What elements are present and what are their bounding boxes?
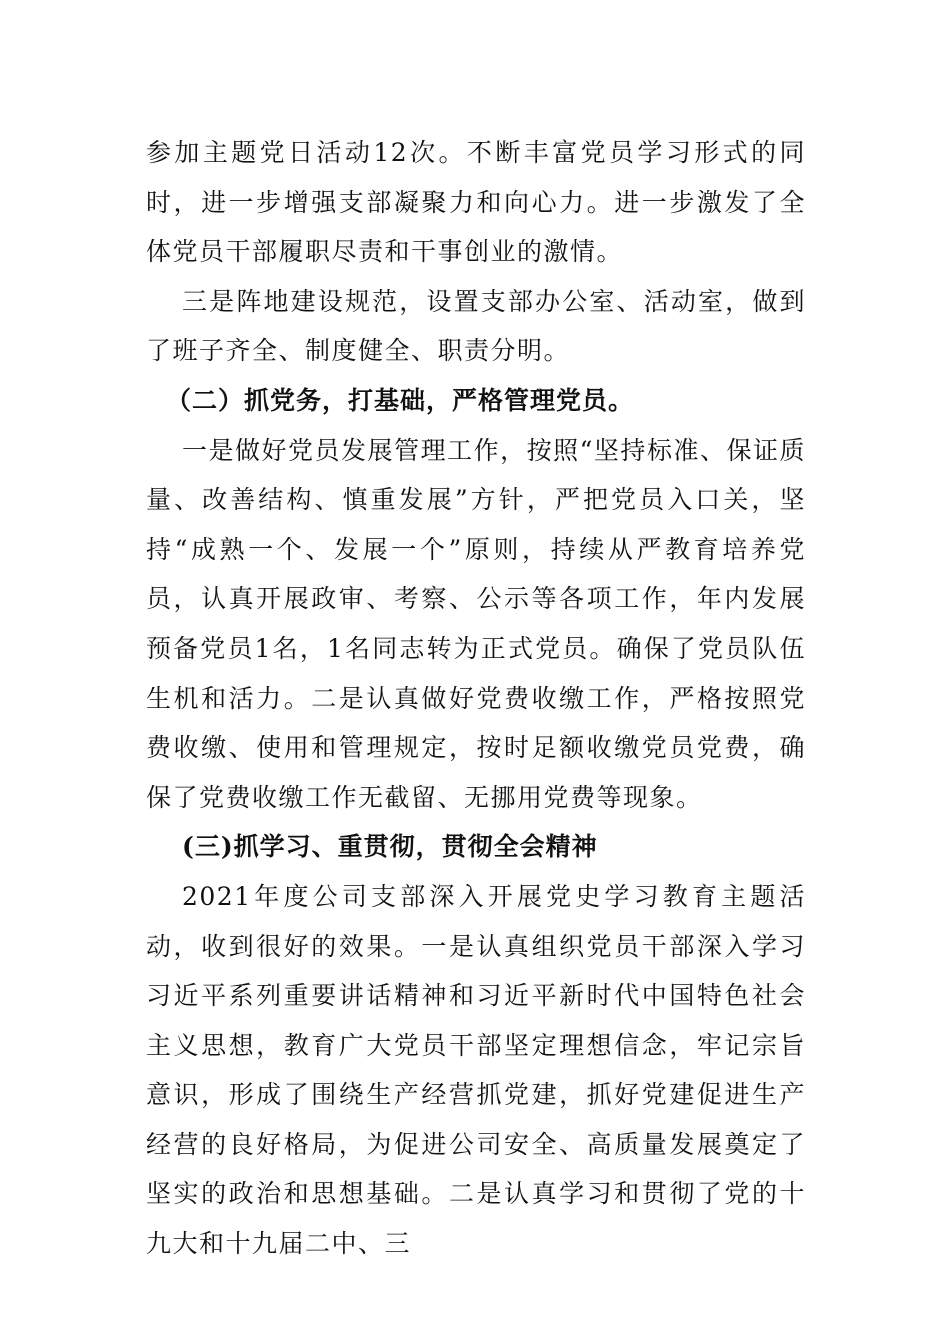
paragraph-study: 2021年度公司支部深入开展党史学习教育主题活动，收到很好的效果。一是认真组织党员干部深入学习习近平系列重要讲话精神和习近平新时代中国特色社会主义思想，教育广大党员干部坚定理想信念，牢记宗旨意识，形成了围绕生产经营抓党建，抓好党建促进生产经营的良好格局，为促进公司安全、高质量发展奠定了坚实的政治和思想基础。二是认真学习和贯彻了党的十九大和十九届二中、三 — [146, 881, 806, 1259]
section-heading-3: (三)抓学习、重贯彻，贯彻全会精神 — [182, 832, 598, 862]
paragraph-position-building: 三是阵地建设规范，设置支部办公室、活动室，做到了班子齐全、制度健全、职责分明。 — [146, 286, 806, 366]
paragraph-continuation: 参加主题党日活动12次。不断丰富党员学习形式的同时，进一步增强支部凝聚力和向心力。进一步激发了全体党员干部履职尽责和干事创业的激情。 — [146, 138, 806, 267]
paragraph-party-affairs: 一是做好党员发展管理工作，按照“坚持标准、保证质量、改善结构、慎重发展”方针，严把党员入口关，坚持“成熟一个、发展一个”原则，持续从严教育培养党员，认真开展政审、考察、公示等各项工作，年内发展预备党员1名，1名同志转为正式党员。确保了党员队伍生机和活力。二是认真做好党费收缴工作，严格按照党费收缴、使用和管理规定，按时足额收缴党员党费，确保了党费收缴工作无截留、无挪用党费等现象。 — [146, 435, 806, 812]
document-body — [146, 128, 806, 1269]
section-heading-2: （二）抓党务，打基础，严格管理党员。 — [166, 385, 635, 415]
